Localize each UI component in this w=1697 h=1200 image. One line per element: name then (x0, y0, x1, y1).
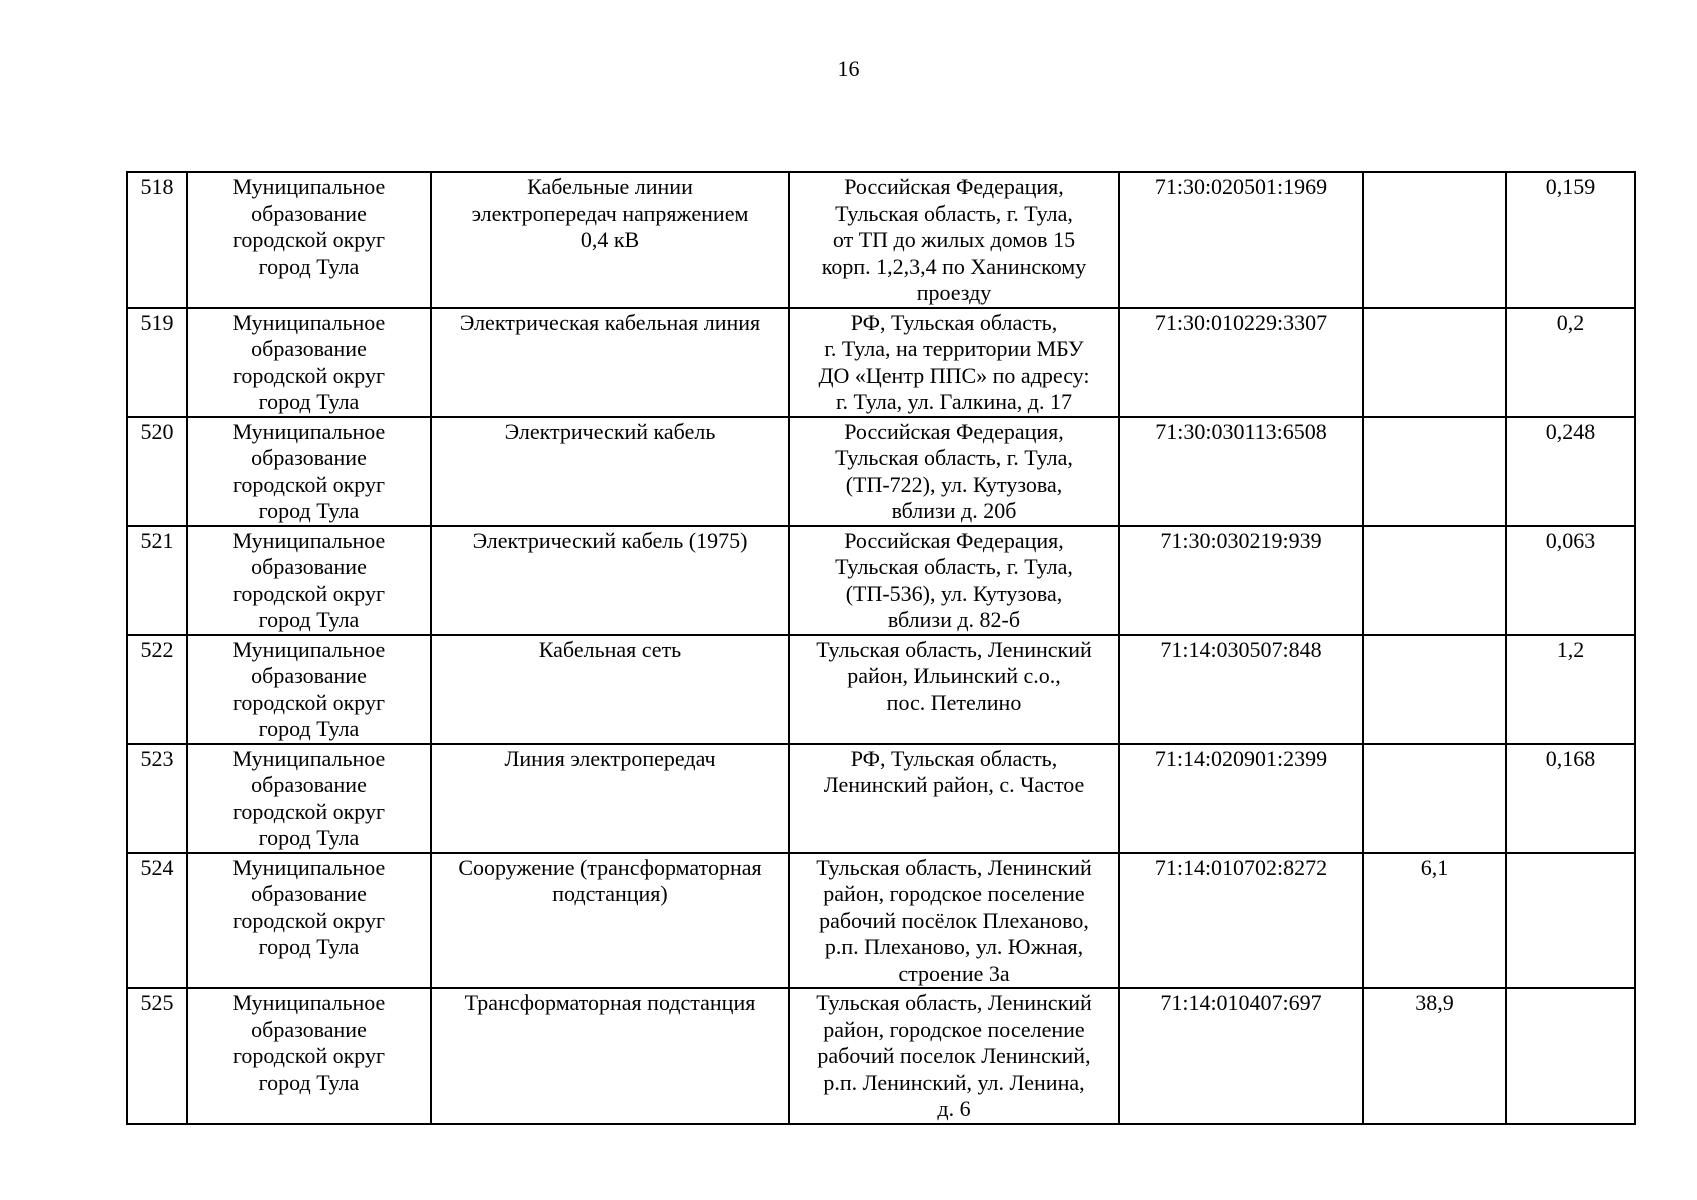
area-cell (1363, 308, 1506, 417)
object-name-cell: Электрическая кабельная линия (431, 308, 789, 417)
table-row (127, 172, 1635, 308)
row-number-cell: 520 (127, 417, 187, 526)
area-cell (1363, 417, 1506, 526)
owner-cell: Муниципальное образование городской округ город Тула (187, 988, 431, 1124)
cadastral-number-cell: 71:14:010702:8272 (1119, 853, 1363, 989)
row-number-cell: 525 (127, 988, 187, 1124)
address-cell: РФ, Тульская область, Ленинский район, с. Частое (789, 744, 1119, 853)
row-number-cell: 523 (127, 744, 187, 853)
property-registry-table (126, 171, 1636, 1125)
object-name-cell: Трансформаторная подстанция (431, 988, 789, 1124)
object-name-cell: Сооружение (трансформаторная подстанция) (431, 853, 789, 989)
length-cell (1506, 853, 1635, 989)
cadastral-number-cell: 71:30:030113:6508 (1119, 417, 1363, 526)
object-name-cell: Кабельная сеть (431, 635, 789, 744)
owner-cell: Муниципальное образование городской округ город Тула (187, 853, 431, 989)
table-row (127, 853, 1635, 989)
cadastral-number-cell: 71:14:020901:2399 (1119, 744, 1363, 853)
cadastral-number-cell: 71:14:030507:848 (1119, 635, 1363, 744)
length-cell: 0,063 (1506, 526, 1635, 635)
owner-cell: Муниципальное образование городской округ город Тула (187, 417, 431, 526)
row-number-cell: 524 (127, 853, 187, 989)
area-cell (1363, 635, 1506, 744)
owner-cell: Муниципальное образование городской округ город Тула (187, 526, 431, 635)
cadastral-number-cell: 71:30:030219:939 (1119, 526, 1363, 635)
page-number: 16 (837, 56, 860, 81)
address-cell: Тульская область, Ленинский район, Ильинский с.о., пос. Петелино (789, 635, 1119, 744)
owner-cell: Муниципальное образование городской округ город Тула (187, 308, 431, 417)
address-cell: Тульская область, Ленинский район, городское поселение рабочий поселок Ленинский, р.п. Ленинский, ул. Ленина, д. 6 (789, 988, 1119, 1124)
address-cell: РФ, Тульская область, г. Тула, на территории МБУ ДО «Центр ППС» по адресу: г. Тула, ул. Галкина, д. 17 (789, 308, 1119, 417)
address-cell: Российская Федерация, Тульская область, г. Тула, от ТП до жилых домов 15 корп. 1,2,3,4 по Ханинскому проезду (789, 172, 1119, 308)
object-name-cell: Электрический кабель (1975) (431, 526, 789, 635)
owner-cell: Муниципальное образование городской округ город Тула (187, 744, 431, 853)
cadastral-number-cell: 71:30:020501:1969 (1119, 172, 1363, 308)
length-cell: 1,2 (1506, 635, 1635, 744)
table-row (127, 526, 1635, 635)
length-cell: 0,2 (1506, 308, 1635, 417)
area-cell (1363, 526, 1506, 635)
owner-cell: Муниципальное образование городской округ город Тула (187, 635, 431, 744)
row-number-cell: 518 (127, 172, 187, 308)
length-cell: 0,248 (1506, 417, 1635, 526)
area-cell (1363, 744, 1506, 853)
table-row (127, 744, 1635, 853)
area-cell: 6,1 (1363, 853, 1506, 989)
table-row (127, 308, 1635, 417)
address-cell: Российская Федерация, Тульская область, г. Тула, (ТП-722), ул. Кутузова, вблизи д. 20б (789, 417, 1119, 526)
table-row (127, 988, 1635, 1124)
address-cell: Российская Федерация, Тульская область, г. Тула, (ТП-536), ул. Кутузова, вблизи д. 82-б (789, 526, 1119, 635)
row-number-cell: 522 (127, 635, 187, 744)
length-cell: 0,168 (1506, 744, 1635, 853)
row-number-cell: 519 (127, 308, 187, 417)
address-cell: Тульская область, Ленинский район, городское поселение рабочий посёлок Плеханово, р.п. Плеханово, ул. Южная, строение 3а (789, 853, 1119, 989)
cadastral-number-cell: 71:30:010229:3307 (1119, 308, 1363, 417)
cadastral-number-cell: 71:14:010407:697 (1119, 988, 1363, 1124)
owner-cell: Муниципальное образование городской округ город Тула (187, 172, 431, 308)
table-row (127, 635, 1635, 744)
table-row (127, 417, 1635, 526)
area-cell: 38,9 (1363, 988, 1506, 1124)
object-name-cell: Электрический кабель (431, 417, 789, 526)
object-name-cell: Линия электропередач (431, 744, 789, 853)
length-cell (1506, 988, 1635, 1124)
length-cell: 0,159 (1506, 172, 1635, 308)
area-cell (1363, 172, 1506, 308)
object-name-cell: Кабельные линии электропередач напряжением 0,4 кВ (431, 172, 789, 308)
row-number-cell: 521 (127, 526, 187, 635)
